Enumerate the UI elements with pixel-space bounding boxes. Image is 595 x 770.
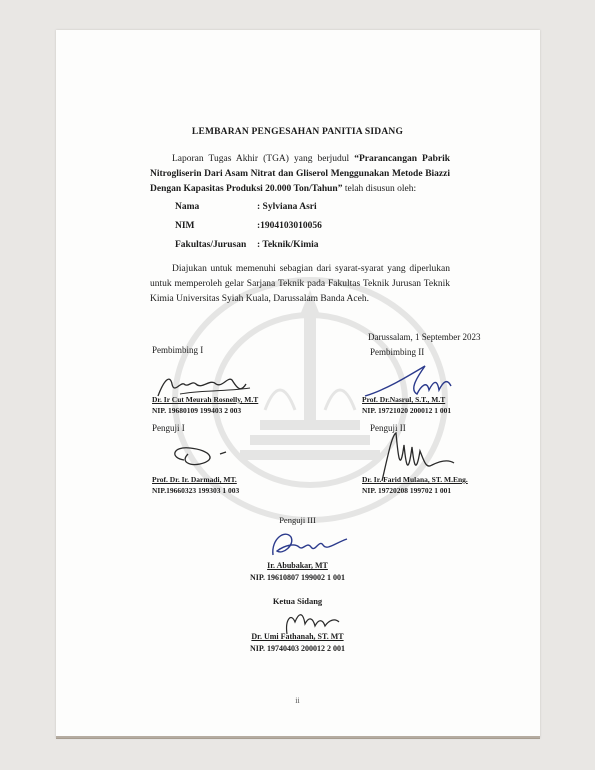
- name-label: Nama: [175, 202, 200, 212]
- penguji2-nip: NIP. 19720208 199702 1 001: [362, 486, 452, 495]
- penguji3-role: Penguji III: [279, 515, 316, 525]
- student-name-row: [175, 202, 317, 212]
- penguji2-role: Penguji II: [370, 423, 406, 433]
- student-nim-row: [175, 221, 322, 231]
- signature-pembimbing2: [355, 360, 465, 400]
- pembimbing2-name: Prof. Dr.Nasrul, S.T., M.T: [362, 395, 446, 404]
- penguji1-nip: NIP.19660323 199303 1 003: [152, 486, 240, 495]
- penguji3-nip: NIP. 19610807 199002 1 001: [249, 573, 346, 582]
- penguji3-name: Ir. Abubakar, MT: [267, 561, 328, 570]
- pembimbing1-name: Dr. Ir Cut Meurah Rosnelly, M.T: [152, 395, 259, 404]
- intro-suffix: telah disusun oleh:: [342, 184, 417, 194]
- ketua-name: Dr. Umi Fathanah, ST. MT: [251, 632, 344, 641]
- ketua-nip: NIP. 19740403 200012 2 001: [249, 644, 346, 653]
- student-dept-row: [175, 240, 319, 250]
- intro-prefix: Laporan Tugas Akhir (TGA) yang berjudul: [172, 154, 355, 164]
- penguji2-name: Dr. Ir. Farid Mulana, ST. M.Eng.: [362, 475, 468, 484]
- signature-penguji3: [265, 525, 355, 561]
- nim-value: :1904103010056: [257, 221, 322, 231]
- penguji1-name: Prof. Dr. Ir. Darmadi, MT.: [152, 475, 237, 484]
- dept-value: : Teknik/Kimia: [257, 240, 319, 250]
- nim-label: NIM: [175, 221, 195, 231]
- thesis-title: “Prarancangan Pabrik Nitrogliserin Dari Asam Nitrat dan Gliserol Menggunakan Metode Biazzi Dengan Kapasitas Produksi 20.000 Ton/Tahun”: [150, 154, 450, 194]
- penguji1-role: Penguji I: [152, 423, 185, 433]
- statement-paragraph: Diajukan untuk memenuhi sebagian dari syarat-syarat yang diperlukan untuk memperoleh gelar Sarjana Teknik pada Fakultas Teknik Jurusan Teknik Kimia Universitas Syiah Kuala, Darussalam Banda Aceh.: [150, 264, 450, 304]
- dept-label: Fakultas/Jurusan: [175, 240, 247, 250]
- ketua-role: Ketua Sidang: [272, 596, 323, 606]
- intro-paragraph: [150, 152, 450, 197]
- place-date: Darussalam, 1 September 2023: [368, 332, 481, 342]
- signature-penguji1: [160, 440, 240, 470]
- pembimbing2-nip: NIP. 19721020 200012 1 001: [362, 406, 452, 415]
- pembimbing1-role: Pembimbing I: [152, 345, 204, 355]
- pembimbing1-nip: NIP. 19680109 199403 2 003: [152, 406, 242, 415]
- page-edge-shadow: [56, 736, 540, 739]
- name-value: : Sylviana Asri: [257, 202, 317, 212]
- page-number: ii: [295, 696, 300, 705]
- pembimbing2-role: Pembimbing II: [370, 347, 425, 357]
- page-title: LEMBARAN PENGESAHAN PANITIA SIDANG: [191, 127, 404, 137]
